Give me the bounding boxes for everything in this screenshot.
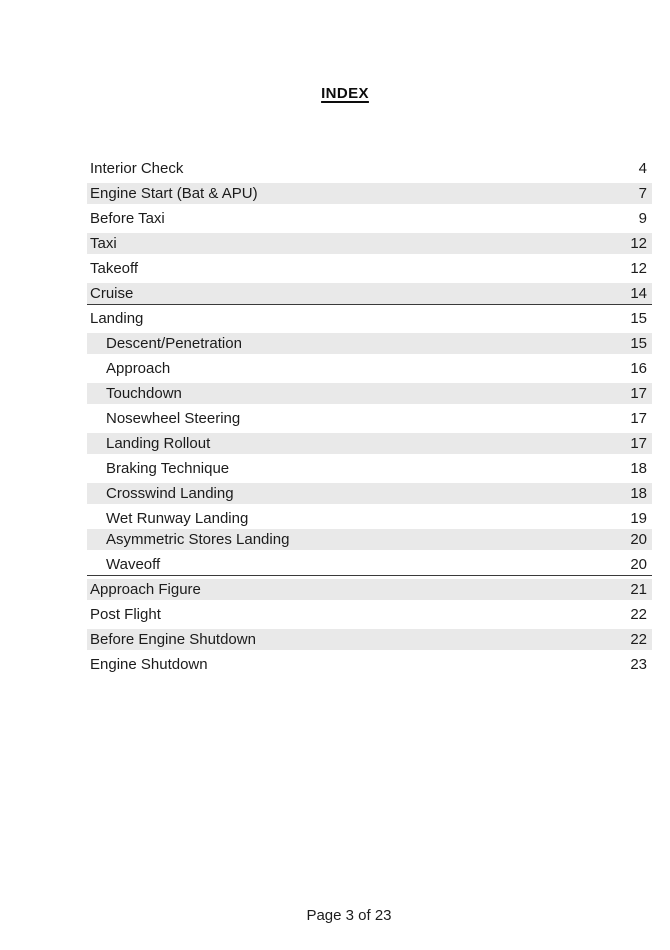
toc-entry-label: Landing Rollout	[106, 435, 211, 452]
toc-entry	[87, 654, 652, 675]
toc-entry	[87, 408, 652, 429]
toc-entry-label: Waveoff	[106, 556, 161, 573]
toc-entry	[87, 508, 652, 529]
page-title: INDEX	[321, 85, 369, 102]
toc-entry-page: 18	[630, 485, 647, 502]
toc-entry	[87, 483, 652, 504]
toc-entry	[87, 158, 652, 179]
toc-entry-label: Landing	[90, 310, 144, 327]
toc-entry-page: 17	[630, 435, 647, 452]
index-table	[87, 158, 652, 675]
toc-entry	[87, 208, 652, 229]
toc-entry	[87, 233, 652, 254]
toc-entry-page: 20	[630, 531, 647, 548]
toc-entry-label: Descent/Penetration	[106, 335, 242, 352]
toc-entry-label: Nosewheel Steering	[106, 410, 241, 427]
toc-entry-page: 20	[630, 556, 647, 573]
toc-entry-page: 15	[630, 310, 647, 327]
toc-entry-label: Approach Figure	[90, 581, 201, 598]
toc-entry-page: 7	[638, 185, 647, 202]
toc-entry	[87, 258, 652, 279]
toc-entry-label: Before Taxi	[90, 210, 165, 227]
toc-entry-label: Crosswind Landing	[106, 485, 234, 502]
toc-entry	[87, 333, 652, 354]
toc-entry-page: 15	[630, 335, 647, 352]
toc-entry-label: Wet Runway Landing	[106, 510, 249, 527]
title-row	[0, 0, 670, 103]
page-footer: Page 3 of 23	[306, 907, 392, 924]
toc-entry	[87, 579, 652, 600]
toc-entry-label: Takeoff	[90, 260, 139, 277]
toc-entry	[87, 283, 652, 305]
toc-entry-page: 12	[630, 260, 647, 277]
toc-entry-label: Taxi	[90, 235, 117, 252]
toc-entry-label: Before Engine Shutdown	[90, 631, 256, 648]
toc-entry-page: 12	[630, 235, 647, 252]
toc-entry-label: Post Flight	[90, 606, 161, 623]
toc-entry-label: Engine Start (Bat & APU)	[90, 185, 258, 202]
toc-entry-page: 21	[630, 581, 647, 598]
toc-entry-page: 17	[630, 385, 647, 402]
toc-entry-label: Approach	[106, 360, 171, 377]
toc-entry-page: 19	[630, 510, 647, 527]
toc-entry-label: Cruise	[90, 285, 134, 302]
toc-entry-page: 22	[630, 631, 647, 648]
toc-entry-page: 4	[638, 160, 647, 177]
toc-entry	[87, 554, 652, 576]
toc-entry-page: 17	[630, 410, 647, 427]
toc-entry-page: 18	[630, 460, 647, 477]
toc-entry-label: Touchdown	[106, 385, 182, 402]
toc-entry	[87, 529, 652, 550]
toc-entry-page: 16	[630, 360, 647, 377]
toc-entry	[87, 604, 652, 625]
toc-entry-label: Interior Check	[90, 160, 184, 177]
toc-entry-label: Asymmetric Stores Landing	[106, 531, 290, 548]
toc-entry	[87, 183, 652, 204]
toc-entry-page: 9	[638, 210, 647, 227]
toc-entry	[87, 458, 652, 479]
toc-entry-label: Engine Shutdown	[90, 656, 208, 673]
toc-entry-label: Braking Technique	[106, 460, 230, 477]
toc-entry	[87, 358, 652, 379]
toc-entry	[87, 308, 652, 329]
toc-entry	[87, 433, 652, 454]
toc-entry-page: 23	[630, 656, 647, 673]
toc-entry-page: 14	[630, 285, 647, 302]
toc-entry-page: 22	[630, 606, 647, 623]
toc-entry	[87, 383, 652, 404]
toc-entry	[87, 629, 652, 650]
